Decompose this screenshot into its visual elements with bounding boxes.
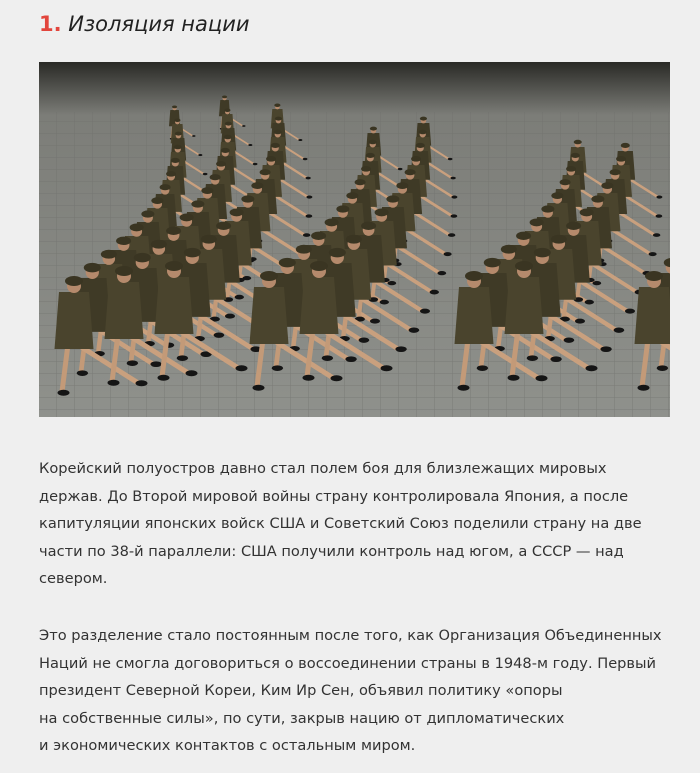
section-title: Изоляция нации [68,12,250,36]
paragraph-line: держав. До Второй мировой войны страну контролировала Япония, а после [39,487,629,505]
paragraph-line: Наций не смогла договориться о воссоединении страны в 1948-м году. Первый [39,654,657,672]
paragraph-line: президент Северной Кореи, Ким Ир Сен, объявил политику «опоры [39,682,563,700]
paragraph-line: части по 38-й параллели: США получили контроль над югом, а СССР — над [39,542,624,560]
paragraph-line: Это разделение стало постоянным после того, как Организация Объединенных [39,627,662,644]
paragraph-line: и экономических контактов с остальным миром. [39,737,416,755]
paragraph-1 [39,455,679,593]
paragraph-line: Корейский полуостров давно стал полем боя для близлежащих мировых [39,460,607,477]
marching-soldiers-photo [39,62,670,417]
section-heading [39,10,250,38]
paragraph-line: севером. [39,570,108,588]
paragraph-line: на собственные силы», по сути, закрыв нацию от дипломатических [39,709,565,727]
paragraph-line: капитуляции японских войск США и Советский Союз поделили страну на две [39,515,642,533]
section-number: 1. [39,12,62,36]
paragraph-2 [39,622,679,760]
